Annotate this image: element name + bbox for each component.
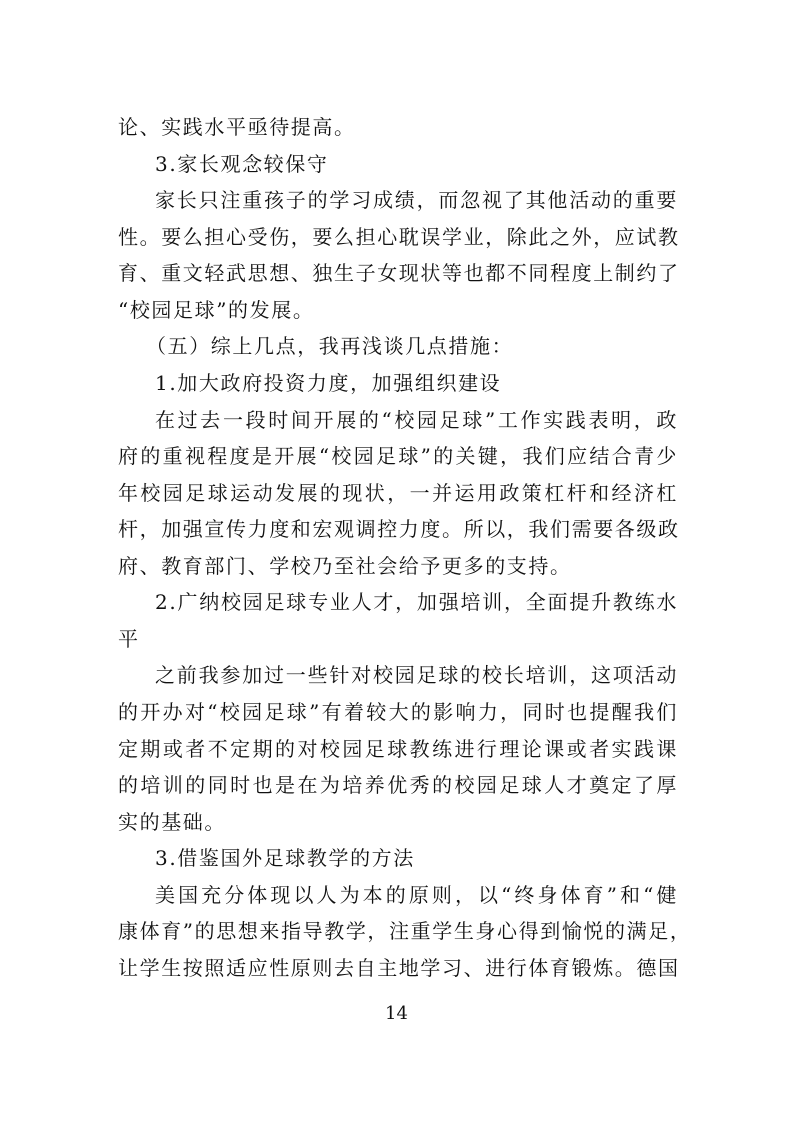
text-line: 的开办对“校园足球”有着较大的影响力，同时也提醒我们 <box>118 700 678 724</box>
section-heading: 2.广纳校园足球专业人才，加强培训，全面提升教练水 <box>155 590 678 615</box>
text-line: 实的基础。 <box>118 809 226 834</box>
section-heading: （五）综上几点，我再浅谈几点措施： <box>146 334 514 359</box>
page-number: 14 <box>385 1003 408 1024</box>
text-line: 府的重视程度是开展“校园足球”的关键，我们应结合青少 <box>118 444 678 469</box>
text-line: 在过去一段时间开展的“校园足球”工作实践表明，政 <box>155 407 678 432</box>
text-line: 育、重文轻武思想、独生子女现状等也都不同程度上制约了 <box>118 261 680 286</box>
body-text <box>118 109 692 987</box>
text-line: 定期或者不定期的对校园足球教练进行理论课或者实践课 <box>118 736 678 761</box>
text-line: 的培训的同时也是在为培养优秀的校园足球人才奠定了厚 <box>118 773 678 798</box>
text-line: 家长只注重孩子的学习成绩，而忽视了其他活动的重要 <box>155 188 678 213</box>
text-line: 美国充分体现以人为本的原则，以“终身体育”和“健 <box>155 882 678 907</box>
text-line: “校园足球”的发展。 <box>118 297 315 322</box>
text-line: 性。要么担心受伤，要么担心耽误学业，除此之外，应试教 <box>118 224 680 249</box>
section-heading: 3.家长观念较保守 <box>155 151 329 176</box>
section-heading: 3.借鉴国外足球教学的方法 <box>155 846 415 871</box>
text-line: 年校园足球运动发展的现状，一并运用政策杠杆和经济杠 <box>118 480 678 505</box>
text-line: 让学生按照适应性原则去自主地学习、进行体育锻炼。德国 <box>118 955 680 980</box>
text-line: 杆，加强宣传力度和宏观调控力度。所以，我们需要各级政 <box>118 517 680 542</box>
text-line: 之前我参加过一些针对校园足球的校长培训，这项活动 <box>155 663 678 688</box>
section-heading: 1.加大政府投资力度，加强组织建设 <box>155 370 502 395</box>
text-line: 康体育”的思想来指导教学，注重学生身心得到愉悦的满足， <box>118 919 692 944</box>
text-line: 论、实践水平亟待提高。 <box>118 115 356 139</box>
section-heading: 平 <box>118 626 140 651</box>
text-line: 府、教育部门、学校乃至社会给予更多的支持。 <box>118 553 572 578</box>
